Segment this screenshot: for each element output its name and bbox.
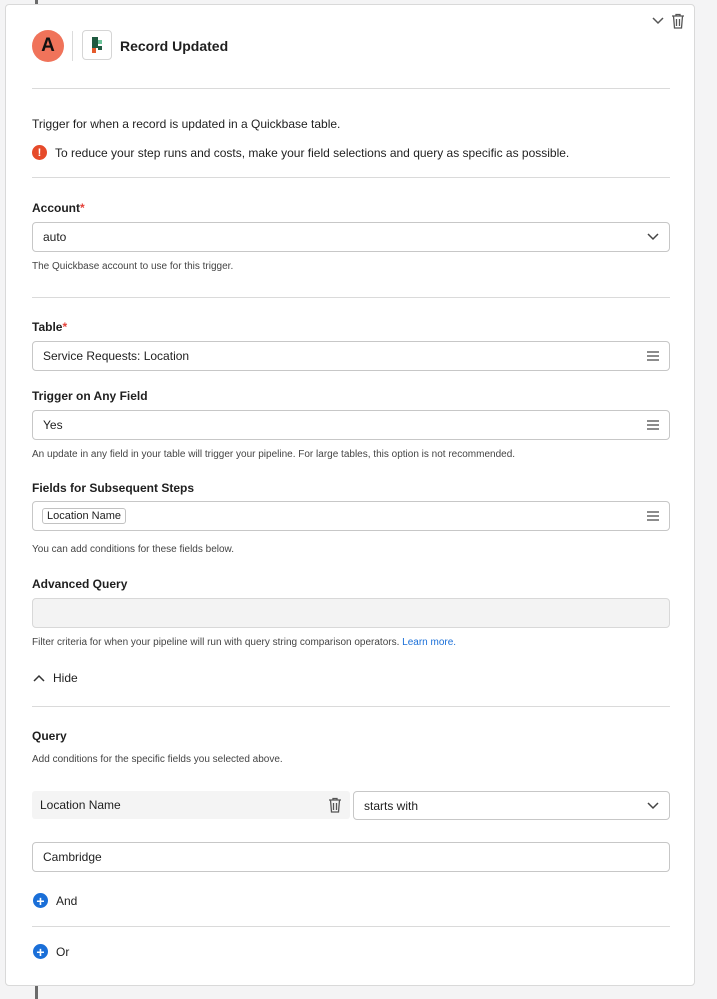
learn-more-link[interactable]: Learn more. — [402, 637, 457, 648]
step-card — [5, 4, 695, 986]
hide-toggle[interactable] — [33, 671, 78, 685]
condition-field — [32, 791, 350, 819]
chevron-down-icon — [652, 17, 664, 25]
field-tag[interactable]: Location Name — [42, 508, 126, 524]
table-select[interactable] — [32, 341, 670, 371]
condition-field-name: Location Name — [40, 798, 121, 812]
step-title: Record Updated — [120, 38, 229, 54]
quickbase-logo-icon — [88, 36, 106, 54]
collapse-step-button[interactable] — [650, 12, 666, 30]
divider — [32, 926, 670, 927]
chevron-down-icon — [647, 802, 659, 810]
subsequent-fields-label: Fields for Subsequent Steps — [32, 481, 195, 495]
divider — [32, 297, 670, 298]
subsequent-fields-help: You can add conditions for these fields below. — [32, 544, 234, 555]
add-and-condition-button[interactable] — [33, 893, 77, 908]
plus-circle-icon: + — [33, 893, 48, 908]
step-actions — [650, 12, 686, 30]
hamburger-icon — [647, 511, 659, 521]
delete-step-button[interactable] — [670, 12, 686, 30]
app-logo — [82, 30, 112, 60]
step-avatar: A — [32, 30, 64, 62]
trash-icon — [671, 13, 685, 29]
flow-connector-bottom — [35, 986, 38, 999]
header-divider — [72, 31, 73, 61]
trigger-any-field-select[interactable] — [32, 410, 670, 440]
condition-value-input[interactable] — [32, 842, 670, 872]
divider — [32, 177, 670, 178]
advanced-query-input[interactable] — [32, 598, 670, 628]
divider — [32, 706, 670, 707]
table-label: Table* — [32, 320, 68, 334]
add-or-condition-button[interactable] — [33, 944, 69, 959]
advanced-query-label: Advanced Query — [32, 577, 128, 591]
warning-message — [32, 145, 569, 160]
step-description: Trigger for when a record is updated in a Quickbase table. — [32, 117, 341, 131]
or-label: Or — [56, 944, 70, 959]
trash-icon — [328, 797, 342, 813]
condition-operator-value: starts with — [364, 798, 419, 813]
hamburger-icon — [647, 351, 659, 361]
hamburger-icon — [647, 420, 659, 430]
delete-condition-button[interactable] — [328, 797, 342, 813]
plus-circle-icon: + — [33, 944, 48, 959]
account-help: The Quickbase account to use for this trigger. — [32, 261, 234, 272]
trigger-any-field-value: Yes — [43, 418, 63, 432]
account-value: auto — [43, 230, 67, 244]
query-label: Query — [32, 729, 67, 743]
condition-operator-select[interactable] — [353, 791, 670, 820]
account-label: Account* — [32, 201, 85, 215]
and-label: And — [56, 893, 78, 908]
table-value: Service Requests: Location — [43, 349, 190, 363]
chevron-up-icon — [33, 674, 45, 682]
chevron-down-icon — [647, 233, 659, 241]
alert-icon: ! — [32, 145, 47, 160]
subsequent-fields-select[interactable] — [32, 501, 670, 531]
account-select[interactable] — [32, 222, 670, 252]
trigger-any-field-label: Trigger on Any Field — [32, 389, 148, 403]
divider — [32, 88, 670, 89]
advanced-query-help: Filter criteria for when your pipeline will run with query string comparison operators. Learn more. — [32, 637, 457, 648]
condition-value: Cambridge — [43, 850, 102, 864]
warning-text: To reduce your step runs and costs, make your field selections and query as specific as possible. — [55, 145, 570, 160]
hide-label: Hide — [53, 671, 78, 685]
trigger-any-field-help: An update in any field in your table will trigger your pipeline. For large tables, this option is not recommended. — [32, 449, 516, 460]
query-help: Add conditions for the specific fields you selected above. — [32, 754, 283, 765]
